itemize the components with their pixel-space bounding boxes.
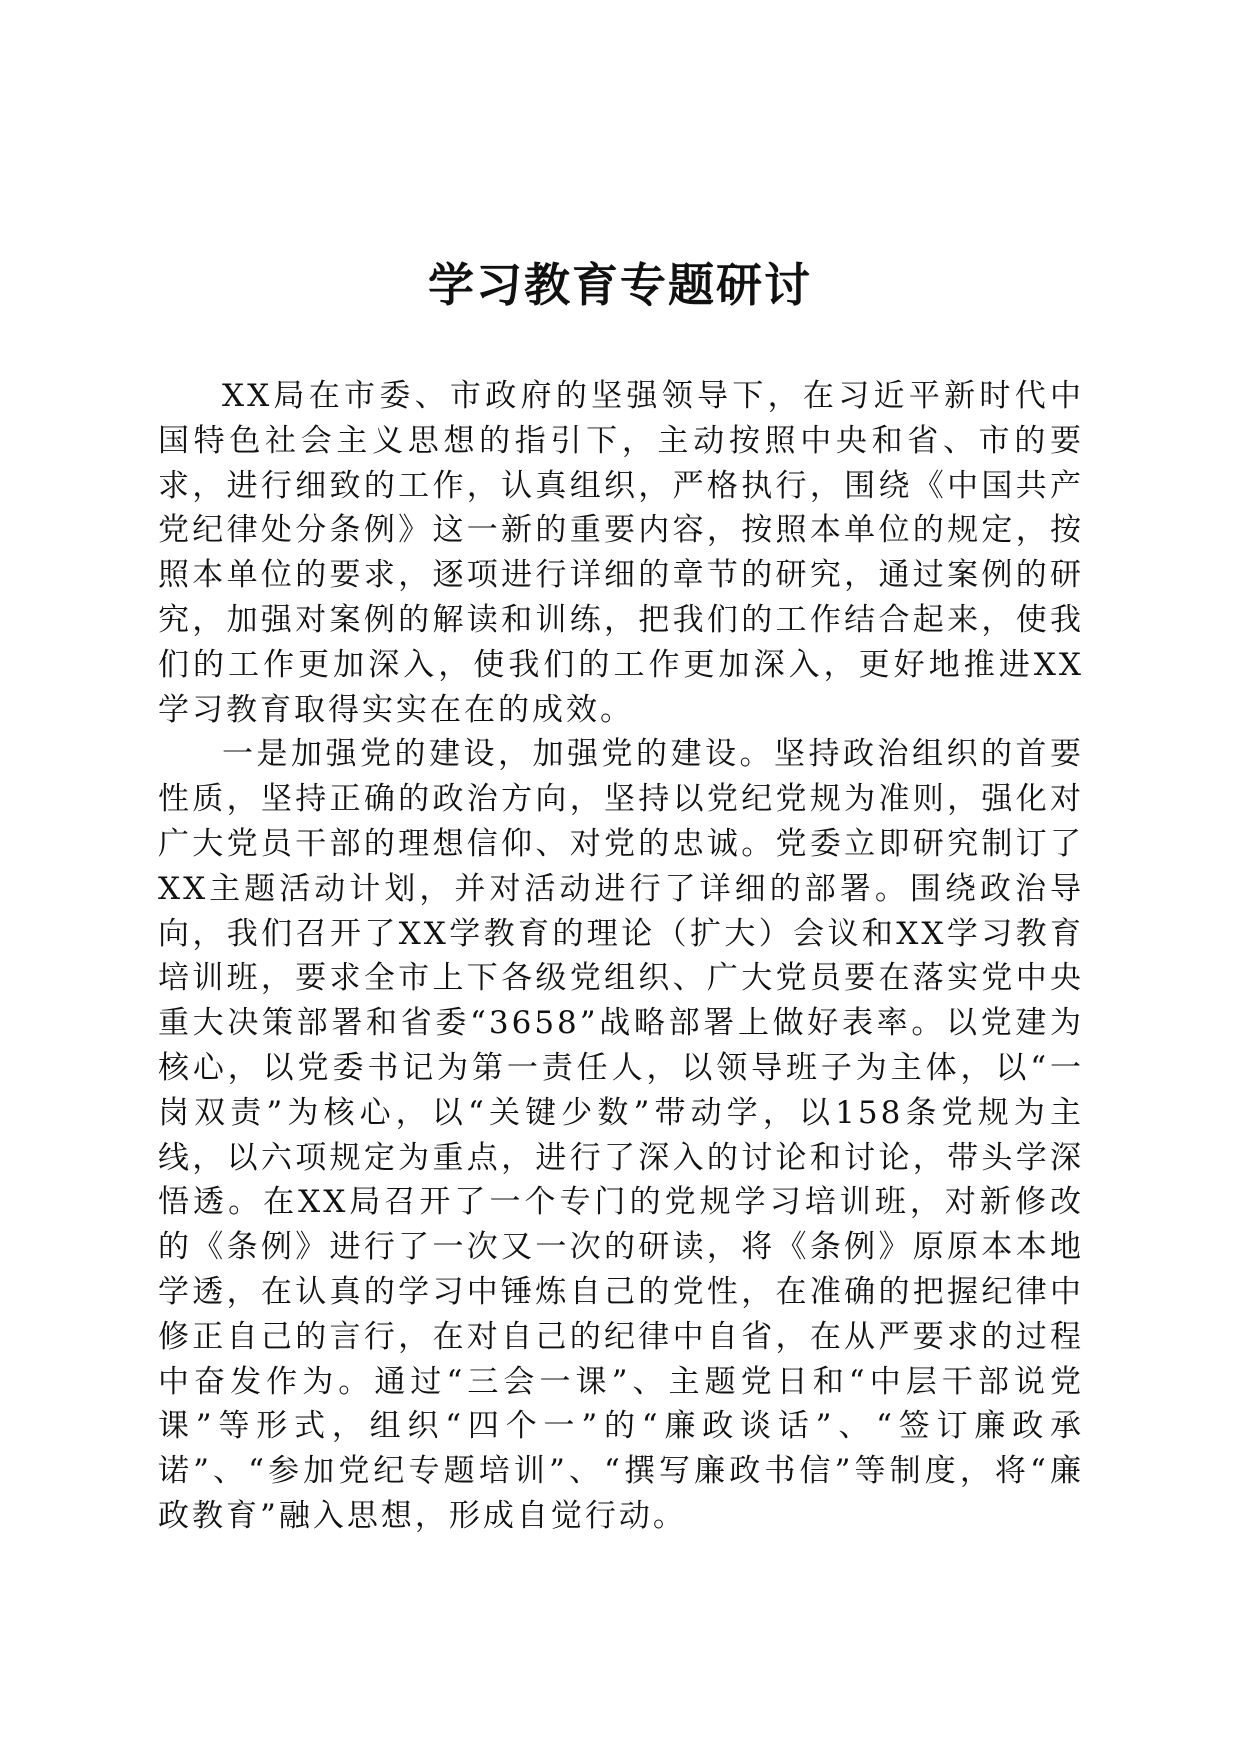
paragraph-party-building: 一是加强党的建设，加强党的建设。坚持政治组织的首要性质，坚持正确的政治方向，坚持以党纪党规为准则，强化对广大党员干部的理想信仰、对党的忠诚。党委立即研究制订了XX主题活动计划，并对活动进行了详细的部署。围绕政治导向，我们召开了XX学教育的理论（扩大）会议和XX学习教育培训班，要求全市上下各级党组织、广大党员要在落实党中央重大决策部署和省委“3658”战略部署上做好表率。以党建为核心，以党委书记为第一责任人，以领导班子为主体，以“一岗双责”为核心，以“关键少数”带动学，以158条党规为主线，以六项规定为重点，进行了深入的讨论和讨论，带头学深悟透。在XX局召开了一个专门的党规学习培训班，对新修改的《条例》进行了一次又一次的研读，将《条例》原原本本地学透，在认真的学习中锤炼自己的党性，在准确的把握纪律中修正自己的言行，在对自己的纪律中自省，在从严要求的过程中奋发作为。通过“三会一课”、主题党日和“中层干部说党课”等形式，组织“四个一”的“廉政谈话”、“签订廉政承诺”、“参加党纪专题培训”、“撰写廉政书信”等制度，将“廉政教育”融入思想，形成自觉行动。 — [158, 736, 1084, 1534]
document-title: 学习教育专题研讨 — [428, 258, 812, 312]
document-body — [158, 374, 1084, 1539]
paragraph-intro: XX局在市委、市政府的坚强领导下，在习近平新时代中国特色社会主义思想的指引下，主动按照中央和省、市的要求，进行细致的工作，认真组织，严格执行，围绕《中国共产党纪律处分条例》这一新的重要内容，按照本单位的规定，按照本单位的要求，逐项进行详细的章节的研究，通过案例的研究，加强对案例的解读和训练，把我们的工作结合起来，使我们的工作更加深入，使我们的工作更加深入，更好地推进XX学习教育取得实实在在的成效。 — [158, 378, 1084, 728]
